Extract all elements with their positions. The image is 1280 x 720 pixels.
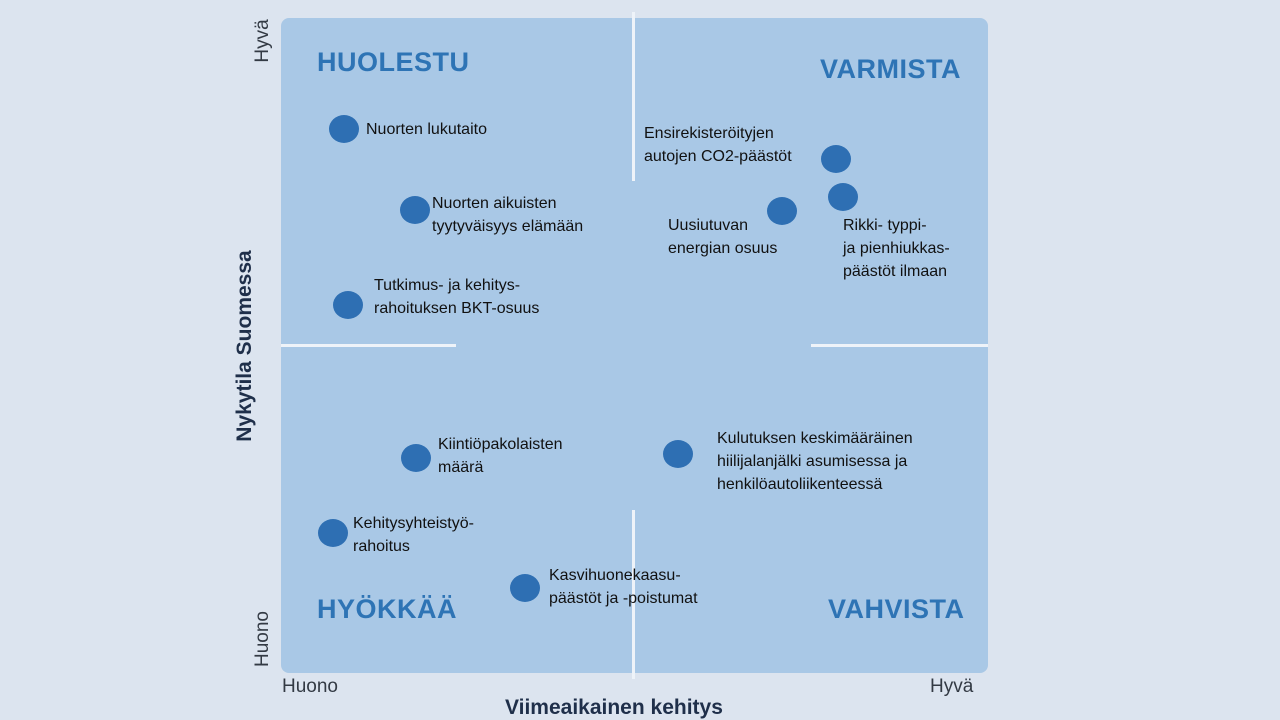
x-axis-low-label: Huono	[282, 676, 338, 697]
y-axis-high-text: Hyvä	[252, 19, 273, 63]
y-axis-title	[145, 250, 345, 442]
indicator-point-tyytyvaisyys[interactable]	[400, 196, 430, 224]
y-axis-low-label	[235, 611, 291, 667]
horizontal-divider-right	[811, 344, 988, 347]
indicator-label-uusiutuva-energia: Uusiutuvan energian osuus	[668, 217, 778, 257]
y-axis-high-label	[238, 19, 288, 63]
indicator-point-co2-paastot[interactable]	[821, 145, 851, 173]
quadrant-label-varmista: VARMISTA	[820, 54, 961, 84]
quadrant-label-vahvista: VAHVISTA	[828, 594, 965, 624]
indicator-point-kasvihuonekaasut[interactable]	[510, 574, 540, 602]
indicator-label-hiilijalanjalki: Kulutuksen keskimääräinen hiilijalanjälki asumisessa ja henkilöautoliikenteessä	[717, 430, 913, 493]
indicator-label-kiintiopakolaiset: Kiintiöpakolaisten määrä	[438, 436, 563, 476]
x-axis-high-label: Hyvä	[930, 676, 974, 697]
indicator-point-kehitysyhteistyo[interactable]	[318, 519, 348, 547]
indicator-point-nuorten-lukutaito[interactable]	[329, 115, 359, 143]
indicator-label-nuorten-lukutaito: Nuorten lukutaito	[366, 121, 487, 138]
indicator-label-kasvihuonekaasut: Kasvihuonekaasu- päästöt ja -poistumat	[549, 567, 698, 607]
indicator-point-hiilijalanjalki[interactable]	[663, 440, 693, 468]
indicator-label-co2-paastot: Ensirekisteröityjen autojen CO2-päästöt	[644, 125, 792, 165]
x-axis-title: Viimeaikainen kehitys	[505, 696, 723, 719]
indicator-label-tyytyvaisyys: Nuorten aikuisten tyytyväisyys elämään	[432, 195, 584, 235]
y-axis-title-text: Nykytila Suomessa	[233, 250, 256, 442]
vertical-divider-top	[632, 12, 635, 181]
indicator-point-tutkimus-kehitys[interactable]	[333, 291, 363, 319]
indicator-label-kehitysyhteistyo: Kehitysyhteistyö- rahoitus	[353, 515, 474, 555]
quadrant-label-huolestu: HUOLESTU	[317, 47, 470, 77]
y-axis-low-text: Huono	[252, 611, 273, 667]
indicator-label-tutkimus-kehitys: Tutkimus- ja kehitys- rahoituksen BKT-osuus	[374, 277, 540, 317]
indicator-point-rikki-typpi[interactable]	[828, 183, 858, 211]
quadrant-label-hyokkaa: HYÖKKÄÄ	[317, 594, 458, 624]
indicator-label-rikki-typpi: Rikki- typpi- ja pienhiukkas- päästöt ilmaan	[843, 217, 950, 280]
indicator-point-kiintiopakolaiset[interactable]	[401, 444, 431, 472]
